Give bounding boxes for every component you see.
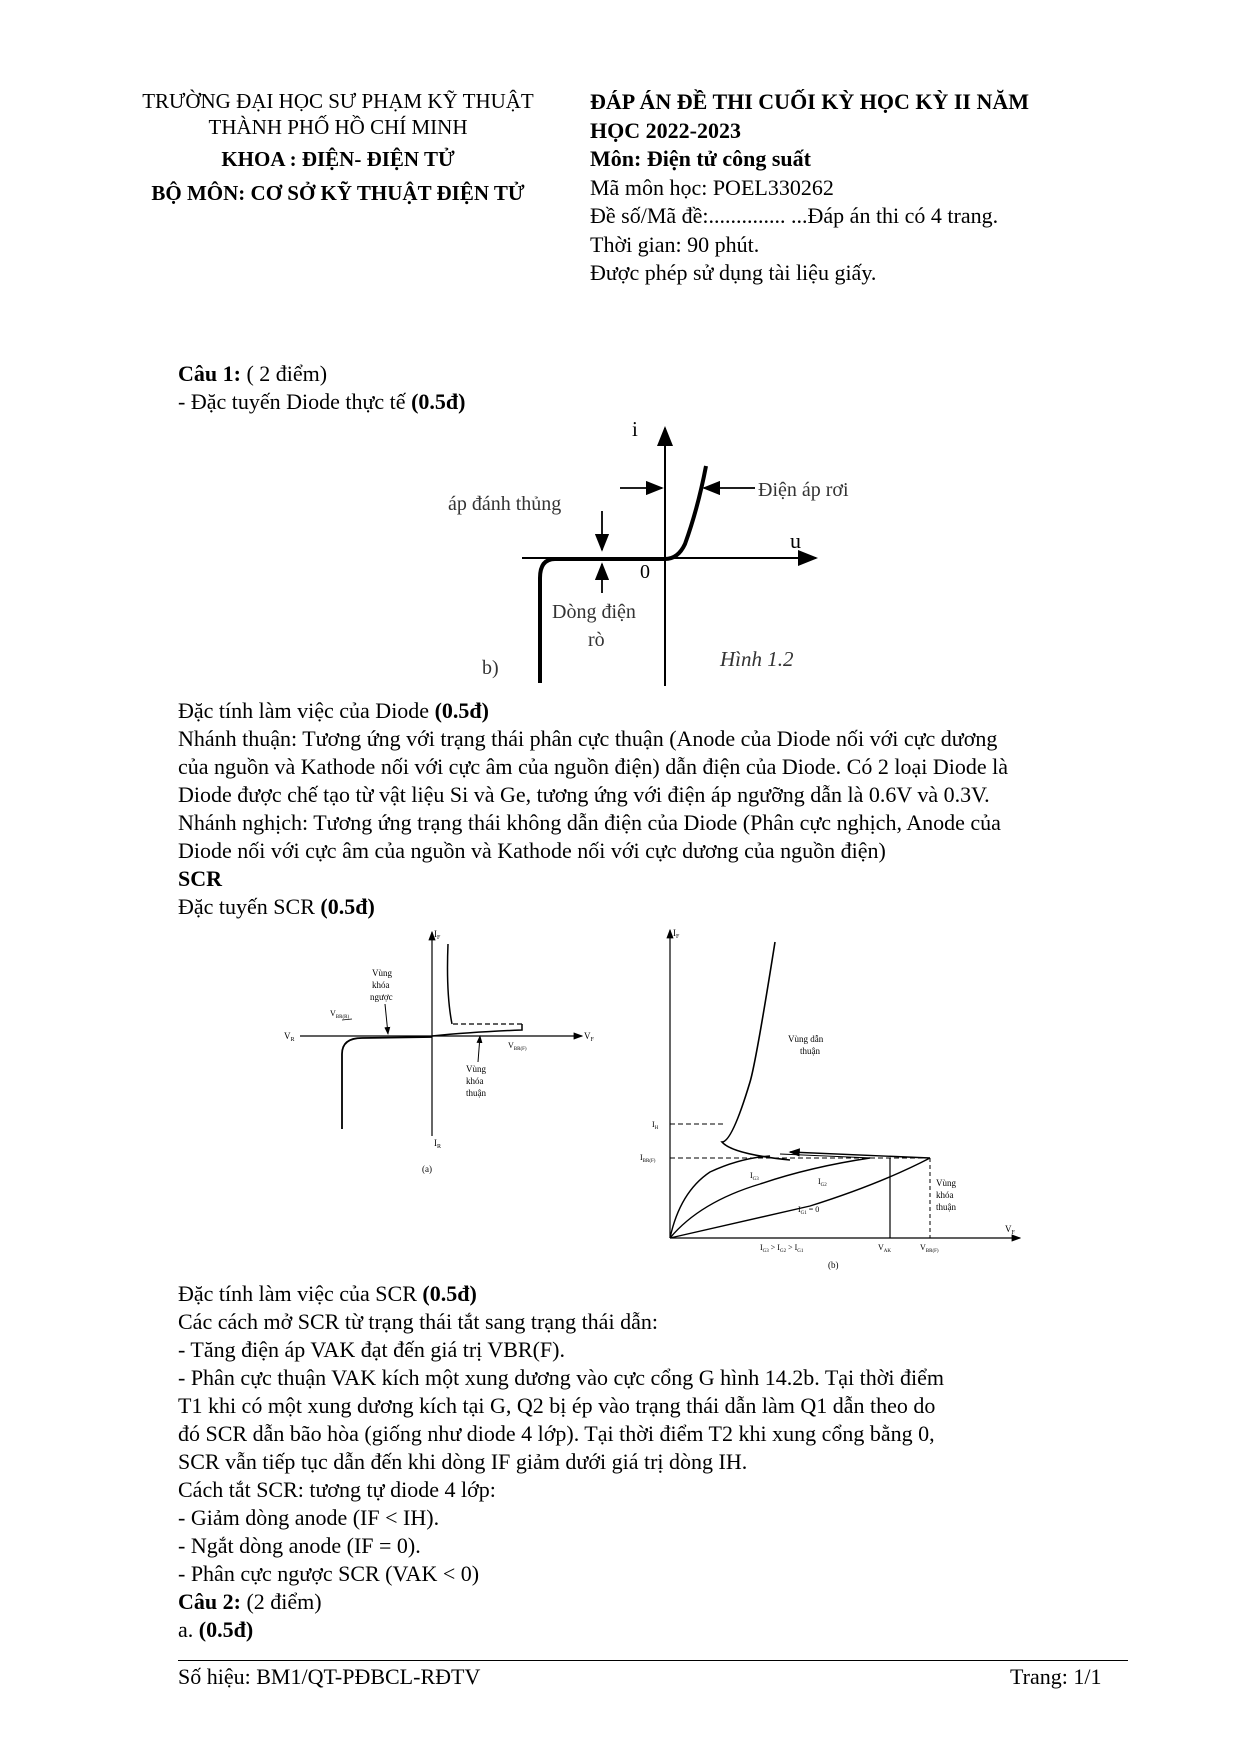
diode-work-line: Diode được chế tạo từ vật liệu Si và Ge, tương ứng với điện áp ngưỡng dẫn là 0.6V và 0.3V. bbox=[178, 782, 990, 807]
ig3-curve bbox=[670, 1156, 770, 1238]
breakdown-label: áp đánh thủng bbox=[448, 493, 562, 515]
conduction-region-label-1: Vùng dẫn bbox=[788, 1034, 824, 1044]
ig1-label: $I_{G1} = 0$ bbox=[798, 1205, 820, 1216]
school-name-line1: TRƯỜNG ĐẠI HỌC SƯ PHẠM KỸ THUẬT bbox=[142, 89, 534, 113]
form-code: Số hiệu: BM1/QT-PĐBCL-RĐTV bbox=[178, 1664, 481, 1689]
scr-work-line: Các cách mở SCR từ trạng thái tắt sang trạng thái dẫn: bbox=[178, 1309, 658, 1334]
ig3-label: $I_{G3}$ bbox=[750, 1171, 759, 1182]
scr-curve-points: (0.5đ) bbox=[320, 894, 375, 919]
exam-time: Thời gian: 90 phút. bbox=[590, 231, 760, 257]
q1-block bbox=[178, 360, 1138, 416]
q1-points: ( 2 điểm) bbox=[240, 361, 328, 386]
ih-label: $I_H$ bbox=[652, 1120, 659, 1131]
school-name-line2: THÀNH PHỐ HỒ CHÍ MINH bbox=[208, 115, 468, 139]
scr-work-line: Cách tắt SCR: tương tự diode 4 lớp: bbox=[178, 1477, 496, 1502]
forward-block-label-1: Vùng bbox=[936, 1178, 956, 1188]
conduction-region-label-2: thuận bbox=[800, 1046, 820, 1056]
scr-work-heading: Đặc tính làm việc của SCR bbox=[178, 1281, 423, 1306]
diode-characteristic-figure bbox=[440, 418, 860, 688]
scr-work-line: - Tăng điện áp VAK đạt đến giá trị VBR(F). bbox=[178, 1337, 565, 1362]
subject: Môn: Điện tử công suất bbox=[590, 146, 811, 171]
reverse-block-label-2: khóa bbox=[372, 980, 390, 990]
figure-b-label: b) bbox=[482, 657, 499, 679]
diode-work-points: (0.5đ) bbox=[434, 698, 489, 723]
ibr-label: $I_{BR(F)}$ bbox=[640, 1153, 656, 1164]
scr-work-line: - Phân cực ngược SCR (VAK < 0) bbox=[178, 1561, 480, 1586]
forward-block-label-2: khóa bbox=[466, 1076, 484, 1086]
diode-work-heading: Đặc tính làm việc của Diode bbox=[178, 698, 435, 723]
scr-work-line: SCR vẫn tiếp tục dẫn đến khi dòng IF giảm dưới giá trị dòng IH. bbox=[178, 1449, 748, 1474]
vbrf-label: $V_{BR(F)}$ bbox=[920, 1243, 939, 1254]
vbrf-label: $V_{BR(F)}$ bbox=[508, 1041, 527, 1052]
footer-divider bbox=[178, 1660, 1128, 1661]
vbrr-label: $V_{BR(R)}$ bbox=[330, 1009, 350, 1020]
scr-work-line: T1 khi có một xung dương kích tại G, Q2 bị ép vào trạng thái dẫn làm Q1 dẫn theo do bbox=[178, 1393, 936, 1418]
ir-label: $I_R$ bbox=[434, 1138, 442, 1150]
leakage-label-2: rò bbox=[588, 629, 605, 651]
scr-work-line: đó SCR dẫn bão hòa (giống như diode 4 lớp). Tại thời điểm T2 khi xung cổng bằng 0, bbox=[178, 1421, 935, 1446]
u-axis-label: u bbox=[790, 528, 801, 553]
origin-label: 0 bbox=[640, 561, 650, 583]
q2-label: Câu 2: bbox=[178, 1589, 241, 1614]
faculty: KHOA : ĐIỆN- ĐIỆN TỬ bbox=[221, 147, 455, 171]
diode-work-line: Nhánh nghịch: Tương ứng trạng thái không dẫn điện của Diode (Phân cực nghịch, Anode của bbox=[178, 810, 1001, 835]
diode-curve-heading: - Đặc tuyến Diode thực tế bbox=[178, 389, 412, 414]
ig2-curve bbox=[670, 1158, 870, 1238]
scr-work-points: (0.5đ) bbox=[422, 1281, 477, 1306]
diode-work-block bbox=[178, 697, 1138, 921]
scr-work-line: - Giảm dòng anode (IF < IH). bbox=[178, 1505, 440, 1530]
leakage-label-1: Dòng điện bbox=[552, 601, 636, 623]
materials-note: Được phép sử dụng tài liệu giấy. bbox=[590, 260, 877, 285]
header-right bbox=[590, 88, 1150, 288]
scr-forward-block-curve bbox=[432, 1024, 522, 1036]
forward-block-label-2: khóa bbox=[936, 1190, 954, 1200]
diode-work-line: Diode nối với cực âm của nguồn và Kathode nối với cực dương của nguồn điện) bbox=[178, 838, 886, 863]
exam-title-line1: ĐÁP ÁN ĐỀ THI CUỐI KỲ HỌC KỲ II NĂM bbox=[590, 89, 1030, 114]
scr-reverse-curve bbox=[342, 1037, 432, 1129]
header-left bbox=[118, 88, 558, 206]
q2-points: (2 điểm) bbox=[240, 1589, 322, 1614]
ig-order-label: $I_{G3} > I_{G2} > I_{G1}$ bbox=[760, 1243, 804, 1254]
page-number: Trang: 1/1 bbox=[1010, 1664, 1102, 1689]
exam-title-line2: HỌC 2022-2023 bbox=[590, 117, 741, 143]
if-label: $I_F$ bbox=[673, 928, 680, 940]
drop-label: Điện áp rơi bbox=[758, 479, 849, 501]
diode-curve-points: (0.5đ) bbox=[411, 389, 466, 414]
scr-characteristic-b-figure bbox=[640, 922, 1030, 1280]
if-label: $I_F$ bbox=[434, 929, 441, 941]
course-code: Mã môn học: POEL330262 bbox=[590, 174, 834, 200]
scr-heading: SCR bbox=[178, 866, 223, 891]
figure-b-caption: (b) bbox=[828, 1260, 839, 1270]
vak-label: $V_{AK}$ bbox=[878, 1243, 892, 1254]
scr-work-block bbox=[178, 1280, 1138, 1644]
figure-a-caption: (a) bbox=[422, 1164, 432, 1174]
scr-work-line: - Phân cực thuận VAK kích một xung dương vào cực cổng G hình 14.2b. Tại thời điểm bbox=[178, 1365, 944, 1390]
scr-conduction-curve bbox=[448, 944, 453, 1024]
ig1-curve bbox=[670, 1158, 930, 1238]
i-axis-label: i bbox=[632, 418, 638, 441]
department: BỘ MÔN: CƠ SỞ KỸ THUẬT ĐIỆN TỬ bbox=[151, 181, 525, 205]
forward-block-label-1: Vùng bbox=[466, 1064, 486, 1074]
diode-work-line: của nguồn và Kathode nối với cực âm của nguồn điện) dẫn điện của Diode. Có 2 loại Diode là bbox=[178, 754, 1008, 779]
ig2-label: $I_{G2}$ bbox=[818, 1177, 827, 1188]
conduction-curve bbox=[722, 942, 790, 1160]
reverse-block-label-3: ngược bbox=[370, 992, 393, 1002]
exam-code: Đề số/Mã đề:.............. ...Đáp án thi có 4 trang. bbox=[590, 203, 999, 228]
scr-curve-heading: Đặc tuyến SCR bbox=[178, 894, 321, 919]
forward-block-label-3: thuận bbox=[466, 1088, 486, 1098]
vr-label: $V_R$ bbox=[284, 1031, 295, 1043]
scr-characteristic-a-figure bbox=[282, 924, 602, 1188]
forward-block-label-3: thuận bbox=[936, 1202, 956, 1212]
q1-label: Câu 1: bbox=[178, 361, 241, 386]
vf-label: $V_F$ bbox=[1005, 1224, 1015, 1236]
q2a-label: a. bbox=[178, 1617, 199, 1642]
reverse-block-label-1: Vùng bbox=[372, 968, 392, 978]
diode-curve bbox=[540, 466, 706, 683]
vf-label: $V_F$ bbox=[584, 1031, 594, 1043]
diode-work-line: Nhánh thuận: Tương ứng với trạng thái phân cực thuận (Anode của Diode nối với cực dương bbox=[178, 726, 998, 751]
scr-work-line: - Ngắt dòng anode (IF = 0). bbox=[178, 1533, 421, 1558]
q2a-points: (0.5đ) bbox=[198, 1617, 254, 1642]
figure-caption: Hình 1.2 bbox=[720, 647, 794, 671]
